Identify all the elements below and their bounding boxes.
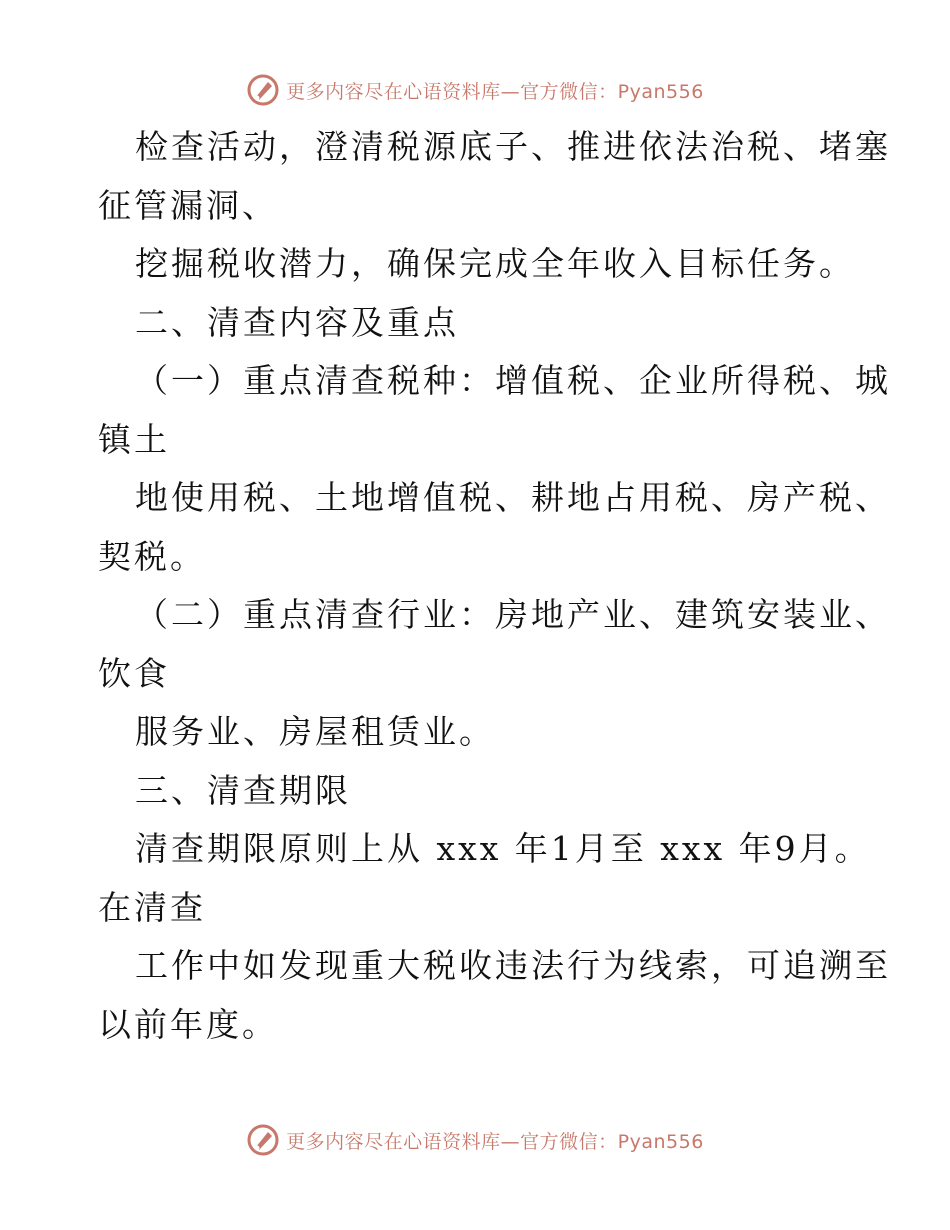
text-line: 检查活动，澄清税源底子、推进依法治税、堵塞 [135,127,891,166]
text-line: 清查期限原则上从 xxx 年1月至 xxx 年9月。 [135,829,871,868]
header-watermark-text: 更多内容尽在心语资料库—官方微信：Pyan556 [286,80,704,103]
footer-watermark [0,1120,950,1160]
text-line: 征管漏洞、 [98,185,278,225]
text-line: 三、清查期限 [135,770,351,810]
text-line: 挖掘税收潜力，确保完成全年收入目标任务。 [135,244,855,283]
text-line: 二、清查内容及重点 [135,302,459,342]
text-line: 在清查 [98,887,206,927]
text-line: 镇土 [98,419,170,459]
text-line: 契税。 [98,536,206,576]
document-body [98,118,891,1054]
header-watermark [0,70,950,110]
footer-watermark-text: 更多内容尽在心语资料库—官方微信：Pyan556 [286,1130,704,1153]
pen-logo-icon [246,73,280,107]
text-line: 工作中如发现重大税收违法行为线索，可追溯至 [135,946,891,985]
text-line: 饮食 [98,653,170,693]
text-line: （二）重点清查行业：房地产业、建筑安装业、 [135,595,891,634]
pen-logo-icon [246,1123,280,1157]
text-line: 服务业、房屋租赁业。 [135,712,495,751]
text-line: （一）重点清查税种：增值税、企业所得税、城 [135,361,891,400]
text-line: 地使用税、土地增值税、耕地占用税、房产税、 [135,478,891,517]
text-line: 以前年度。 [98,1004,278,1044]
